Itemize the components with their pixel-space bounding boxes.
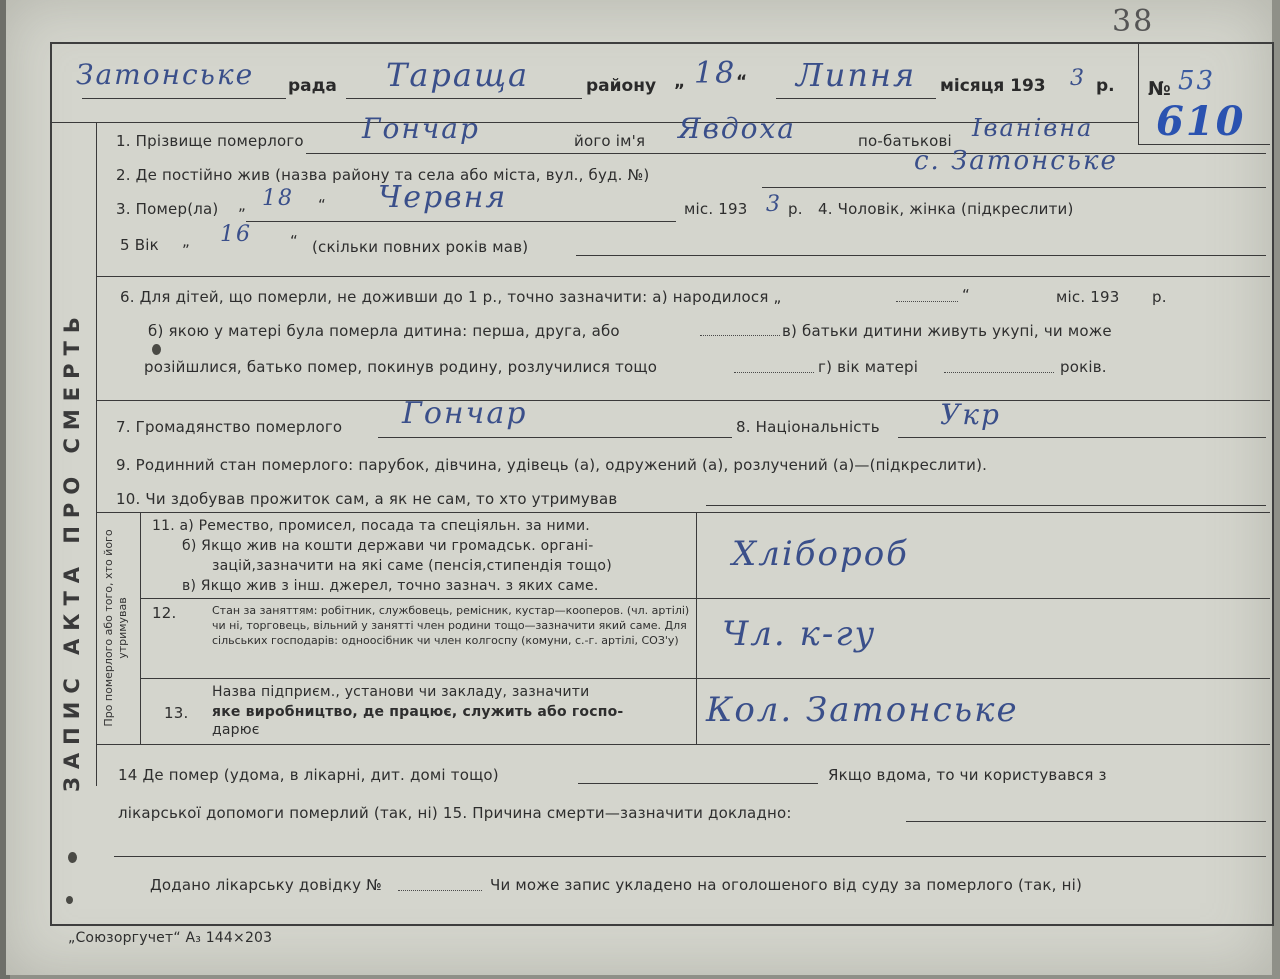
record-card — [6, 0, 1272, 975]
f6-line1-r: р. — [1152, 288, 1167, 306]
f14-line1a: 14 Де помер (удома, в лікарні, дит. домі тощо) — [118, 766, 499, 784]
f3-r-label: р. — [788, 200, 803, 218]
page-number: 38 — [1112, 4, 1155, 39]
f6-line1: 6. Для дітей, що померли, не доживши до 1 р., точно зазначити: а) народилося „ — [120, 288, 782, 306]
f1-name: Явдоха — [678, 112, 796, 145]
f6-line2a: б) якою у матері була померла дитина: перша, друга, або — [148, 322, 620, 340]
f3-label: 3. Помер(ла) — [116, 200, 219, 218]
f6-line1-end: “ — [962, 286, 970, 304]
f9-label: 9. Родинний стан померлого: парубок, дівчина, удівець (а), одружений (а), розлучений (а)—(підкреслити). — [116, 456, 988, 474]
f6-line3c: років. — [1060, 358, 1107, 376]
f7-value: Гончар — [402, 396, 528, 431]
f3-year-digit: 3 — [766, 192, 782, 217]
hand-number-new: 610 — [1156, 98, 1246, 145]
f5-value: 16 — [220, 222, 252, 247]
hand-month: Липня — [796, 56, 917, 94]
row13-line3: дарює — [212, 722, 260, 738]
row13-num: 13. — [164, 704, 189, 722]
f14-line2: лікарської допомоги померлий (так, ні) 15. Причина смерти—зазначити докладно: — [118, 804, 792, 822]
row12-value: Чл. к-гу — [722, 614, 877, 654]
quote-open: „ — [674, 72, 686, 92]
f7-label: 7. Громадянство померлого — [116, 418, 343, 436]
f5-close-quote: “ — [290, 232, 298, 250]
f2-value: с. Затонське — [914, 146, 1118, 176]
hand-village: Затонське — [76, 58, 255, 91]
f6-line3b: г) вік матері — [818, 358, 919, 376]
row11-value: Хлібороб — [732, 534, 909, 574]
footer-left: Додано лікарську довідку № — [150, 876, 382, 894]
raion-label: району — [586, 76, 657, 96]
f5-open-quote: „ — [182, 232, 190, 250]
f3-close-quote: “ — [318, 196, 326, 214]
hand-number-old: 53 — [1178, 66, 1216, 96]
f8-label: 8. Національність — [736, 418, 880, 436]
row13-line2: яке виробництво, де працює, служить або госпо- — [212, 704, 624, 720]
f3-month: Червня — [378, 180, 508, 215]
f8-value: Укр — [940, 398, 1001, 431]
f1-patronymic: Іванівна — [972, 114, 1094, 142]
f4-label: 4. Чоловік, жінка (підкреслити) — [818, 200, 1074, 218]
row13-value: Кол. Затонське — [706, 690, 1019, 730]
quote-close: “ — [736, 72, 748, 92]
f6-line3a: розійшлися, батько помер, покинув родину, розлучилися тощо — [144, 358, 658, 376]
f5-label: 5 Вік — [120, 236, 159, 254]
row11-line-a: 11. а) Ремество, промисел, посада та спеціяльн. за ними. — [152, 518, 590, 534]
f3-open-quote: „ — [238, 196, 246, 214]
footer-right: Чи може запис укладено на оголошеного від суду за померлого (так, ні) — [490, 876, 1083, 894]
f1-label: 1. Прізвище померлого — [116, 132, 304, 150]
row11-line-b1: б) Якщо жив на кошти держави чи громадськ. органі- — [182, 538, 594, 554]
f6-line1-tail: міс. 193 — [1056, 288, 1120, 306]
table-side-note: Про померлого або того, хто його утримував — [102, 529, 129, 727]
hand-raion: Тараща — [386, 56, 530, 94]
printer-mark: „Союзоргучет“ А₃ 144×203 — [68, 930, 273, 946]
f6-line2b: в) батьки дитини живуть укупі, чи може — [782, 322, 1112, 340]
misyatsia-label: місяця 193 — [940, 76, 1046, 96]
f1-name-label: його ім'я — [574, 132, 646, 150]
f1-patronymic-label: по-батькові — [858, 132, 952, 150]
f2-label: 2. Де постійно жив (назва району та села або міста, вул., буд. №) — [116, 166, 650, 184]
f10-label: 10. Чи здобував прожиток сам, а як не сам, то хто утримував — [116, 490, 618, 508]
row12-num: 12. — [152, 604, 177, 622]
no-label: № — [1148, 78, 1171, 100]
hand-year-digit: 3 — [1070, 66, 1086, 91]
rada-label: рада — [288, 76, 337, 96]
hand-day: 18 — [694, 56, 737, 91]
f5-hint: (скільки повних років мав) — [312, 238, 529, 256]
f1-surname: Гончар — [362, 112, 480, 145]
year-suffix: р. — [1096, 76, 1115, 96]
f3-day: 18 — [262, 186, 294, 211]
f14-line1b: Якщо вдома, то чи користувався з — [828, 766, 1107, 784]
row11-line-b2: зацій,зазначити на які саме (пенсія,стипендія тощо) — [212, 558, 612, 574]
side-title: ЗАПИС АКТА ПРО СМЕРТЬ — [60, 309, 84, 792]
f3-mis-label: міс. 193 — [684, 200, 748, 218]
row12-text: Стан за заняттям: робітник, службовець, ремісник, кустар—кооперов. (чл. артілі) чи ні, торговець, вільний у занятті член родини тощо—зазначити який саме. Для сільських господарів: одноосібник чи член колгоспу (комуни, с.-г. артілі, СОЗ'у) — [212, 604, 690, 647]
row11-line-c: в) Якщо жив з інш. джерел, точно зазнач. з яких саме. — [182, 578, 599, 594]
row13-line1: Назва підприєм., установи чи закладу, зазначити — [212, 684, 590, 700]
